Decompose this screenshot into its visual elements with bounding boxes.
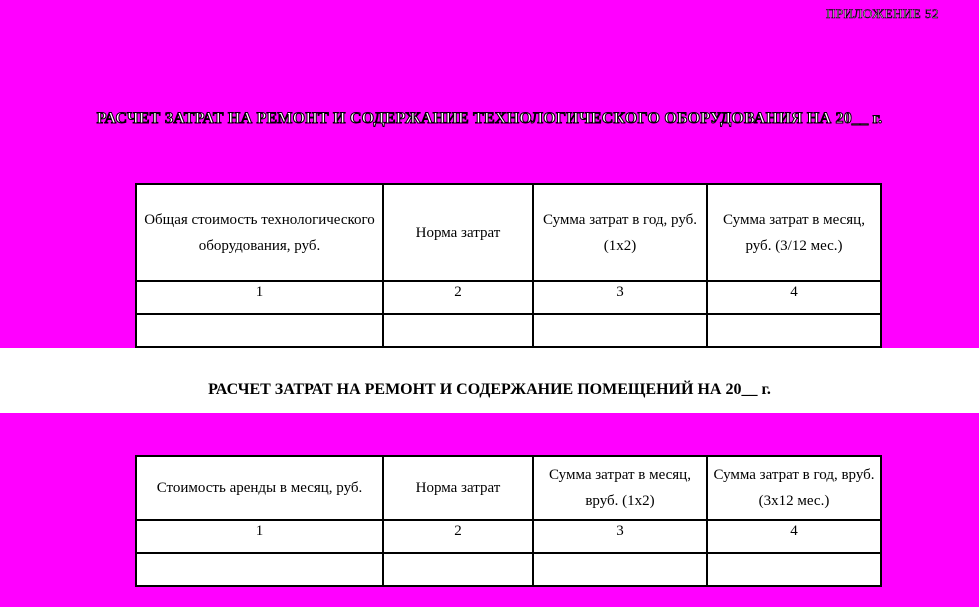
column-number-cell: 1 — [136, 281, 383, 314]
column-number-cell: 2 — [383, 520, 533, 553]
column-number-cell: 4 — [707, 281, 881, 314]
column-number-cell: 3 — [533, 281, 707, 314]
empty-cell — [533, 553, 707, 586]
empty-cell — [533, 314, 707, 347]
table-empty-row — [136, 314, 881, 347]
section1-title: РАСЧЕТ ЗАТРАТ НА РЕМОНТ И СОДЕРЖАНИЕ ТЕХНОЛОГИЧЕСКОГО ОБОРУДОВАНИЯ НА 20__ г. — [96, 110, 883, 127]
empty-cell — [383, 314, 533, 347]
empty-cell — [707, 314, 881, 347]
appendix-label: ПРИЛОЖЕНИЕ 52 — [826, 6, 939, 21]
table-header-row — [136, 184, 881, 281]
header-cell-cost-rate: Норма затрат — [383, 456, 533, 520]
header-cell-monthly-sum: Сумма затрат в месяц, вруб. (1х2) — [533, 456, 707, 520]
table-header-row — [136, 456, 881, 520]
header-cell-total-cost: Общая стоимость технологического оборудования, руб. — [136, 184, 383, 281]
column-number-cell: 1 — [136, 520, 383, 553]
column-number-cell: 2 — [383, 281, 533, 314]
header-cell-monthly-sum: Сумма затрат в месяц, руб. (3/12 мес.) — [707, 184, 881, 281]
header-cell-rent-cost: Стоимость аренды в месяц, руб. — [136, 456, 383, 520]
premises-costs-table — [135, 455, 882, 587]
table-number-row — [136, 281, 881, 314]
equipment-costs-table — [135, 183, 882, 348]
header-cell-annual-sum: Сумма затрат в год, руб. (1х2) — [533, 184, 707, 281]
column-number-cell: 4 — [707, 520, 881, 553]
empty-cell — [383, 553, 533, 586]
table-empty-row — [136, 553, 881, 586]
column-number-cell: 3 — [533, 520, 707, 553]
empty-cell — [707, 553, 881, 586]
empty-cell — [136, 553, 383, 586]
section2-title: РАСЧЕТ ЗАТРАТ НА РЕМОНТ И СОДЕРЖАНИЕ ПОМЕЩЕНИЙ НА 20__ г. — [208, 381, 771, 398]
header-cell-cost-rate: Норма затрат — [383, 184, 533, 281]
header-cell-annual-sum: Сумма затрат в год, вруб. (3х12 мес.) — [707, 456, 881, 520]
table-number-row — [136, 520, 881, 553]
empty-cell — [136, 314, 383, 347]
